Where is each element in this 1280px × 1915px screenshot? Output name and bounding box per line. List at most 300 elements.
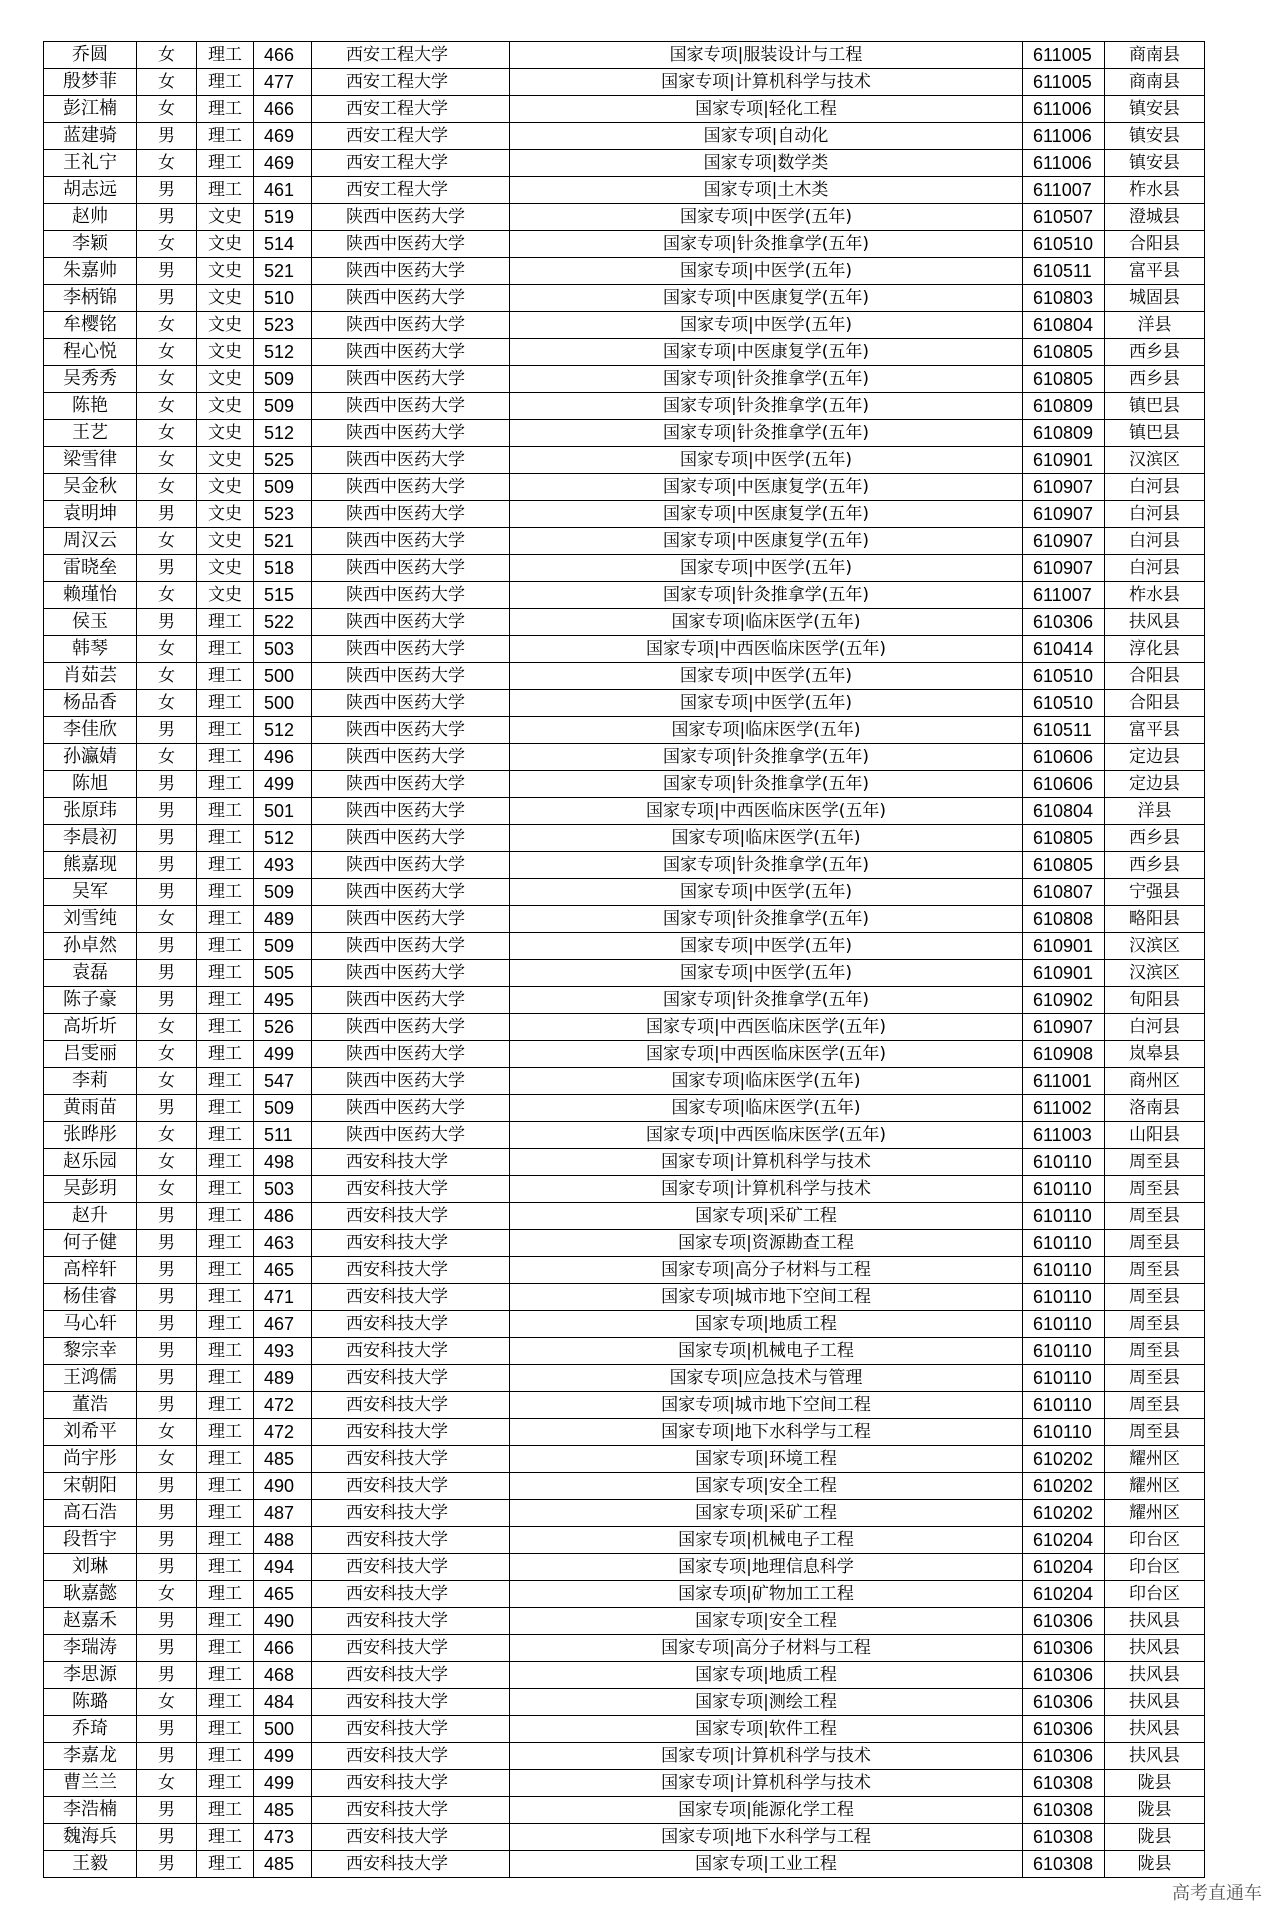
cell-name: 何子健 bbox=[44, 1230, 137, 1257]
table-row bbox=[44, 69, 1205, 96]
cell-county: 白河县 bbox=[1105, 555, 1205, 582]
table-row bbox=[44, 582, 1205, 609]
cell-gender: 女 bbox=[137, 636, 197, 663]
cell-category: 理工 bbox=[197, 1608, 254, 1635]
cell-category: 理工 bbox=[197, 1743, 254, 1770]
cell-score: 487 bbox=[254, 1500, 312, 1527]
cell-school: 西安科技大学 bbox=[312, 1743, 510, 1770]
cell-name: 牟樱铭 bbox=[44, 312, 137, 339]
table-row bbox=[44, 771, 1205, 798]
cell-gender: 女 bbox=[137, 1149, 197, 1176]
cell-code: 610805 bbox=[1023, 825, 1105, 852]
cell-gender: 男 bbox=[137, 1095, 197, 1122]
cell-category: 理工 bbox=[197, 825, 254, 852]
cell-major: 国家专项|轻化工程 bbox=[510, 96, 1023, 123]
cell-score: 472 bbox=[254, 1419, 312, 1446]
cell-gender: 女 bbox=[137, 1446, 197, 1473]
table-row bbox=[44, 1284, 1205, 1311]
cell-score: 509 bbox=[254, 366, 312, 393]
cell-score: 494 bbox=[254, 1554, 312, 1581]
cell-county: 扶风县 bbox=[1105, 609, 1205, 636]
cell-county: 合阳县 bbox=[1105, 231, 1205, 258]
cell-major: 国家专项|中医学(五年) bbox=[510, 960, 1023, 987]
cell-major: 国家专项|地质工程 bbox=[510, 1662, 1023, 1689]
cell-score: 523 bbox=[254, 501, 312, 528]
cell-major: 国家专项|采矿工程 bbox=[510, 1203, 1023, 1230]
cell-name: 朱嘉帅 bbox=[44, 258, 137, 285]
cell-score: 490 bbox=[254, 1473, 312, 1500]
cell-name: 袁磊 bbox=[44, 960, 137, 987]
cell-major: 国家专项|软件工程 bbox=[510, 1716, 1023, 1743]
cell-school: 西安科技大学 bbox=[312, 1311, 510, 1338]
cell-major: 国家专项|中医学(五年) bbox=[510, 663, 1023, 690]
cell-score: 499 bbox=[254, 1041, 312, 1068]
cell-major: 国家专项|中西医临床医学(五年) bbox=[510, 1014, 1023, 1041]
cell-county: 耀州区 bbox=[1105, 1500, 1205, 1527]
cell-gender: 男 bbox=[137, 1203, 197, 1230]
cell-name: 李浩楠 bbox=[44, 1797, 137, 1824]
cell-category: 理工 bbox=[197, 1230, 254, 1257]
cell-county: 周至县 bbox=[1105, 1203, 1205, 1230]
cell-name: 王毅 bbox=[44, 1851, 137, 1878]
cell-gender: 男 bbox=[137, 1338, 197, 1365]
cell-school: 陕西中医药大学 bbox=[312, 825, 510, 852]
cell-code: 610110 bbox=[1023, 1392, 1105, 1419]
cell-score: 490 bbox=[254, 1608, 312, 1635]
cell-score: 465 bbox=[254, 1257, 312, 1284]
cell-name: 陈艳 bbox=[44, 393, 137, 420]
cell-school: 西安工程大学 bbox=[312, 123, 510, 150]
cell-major: 国家专项|测绘工程 bbox=[510, 1689, 1023, 1716]
cell-name: 袁明坤 bbox=[44, 501, 137, 528]
cell-major: 国家专项|针灸推拿学(五年) bbox=[510, 420, 1023, 447]
cell-school: 陕西中医药大学 bbox=[312, 879, 510, 906]
cell-county: 镇安县 bbox=[1105, 123, 1205, 150]
cell-county: 周至县 bbox=[1105, 1230, 1205, 1257]
table-row bbox=[44, 42, 1205, 69]
cell-score: 500 bbox=[254, 1716, 312, 1743]
cell-score: 515 bbox=[254, 582, 312, 609]
table-row bbox=[44, 636, 1205, 663]
cell-category: 理工 bbox=[197, 69, 254, 96]
table-row bbox=[44, 312, 1205, 339]
cell-major: 国家专项|针灸推拿学(五年) bbox=[510, 366, 1023, 393]
cell-score: 512 bbox=[254, 420, 312, 447]
cell-county: 陇县 bbox=[1105, 1824, 1205, 1851]
cell-school: 西安科技大学 bbox=[312, 1365, 510, 1392]
cell-name: 刘雪纯 bbox=[44, 906, 137, 933]
cell-gender: 女 bbox=[137, 744, 197, 771]
cell-name: 高梓轩 bbox=[44, 1257, 137, 1284]
cell-code: 610308 bbox=[1023, 1797, 1105, 1824]
cell-score: 488 bbox=[254, 1527, 312, 1554]
table-row bbox=[44, 1473, 1205, 1500]
cell-score: 473 bbox=[254, 1824, 312, 1851]
table-row bbox=[44, 1824, 1205, 1851]
cell-school: 西安科技大学 bbox=[312, 1608, 510, 1635]
cell-school: 西安科技大学 bbox=[312, 1338, 510, 1365]
cell-gender: 女 bbox=[137, 474, 197, 501]
cell-name: 程心悦 bbox=[44, 339, 137, 366]
cell-name: 吕雯丽 bbox=[44, 1041, 137, 1068]
cell-code: 610306 bbox=[1023, 1716, 1105, 1743]
cell-name: 李颖 bbox=[44, 231, 137, 258]
cell-category: 文史 bbox=[197, 420, 254, 447]
cell-code: 610306 bbox=[1023, 1608, 1105, 1635]
cell-name: 胡志远 bbox=[44, 177, 137, 204]
cell-category: 理工 bbox=[197, 1257, 254, 1284]
table-row bbox=[44, 1014, 1205, 1041]
cell-code: 610110 bbox=[1023, 1284, 1105, 1311]
cell-school: 陕西中医药大学 bbox=[312, 312, 510, 339]
cell-score: 489 bbox=[254, 1365, 312, 1392]
cell-name: 乔圆 bbox=[44, 42, 137, 69]
cell-code: 610110 bbox=[1023, 1203, 1105, 1230]
cell-school: 陕西中医药大学 bbox=[312, 744, 510, 771]
table-row bbox=[44, 204, 1205, 231]
table-row bbox=[44, 258, 1205, 285]
cell-gender: 男 bbox=[137, 1527, 197, 1554]
cell-gender: 女 bbox=[137, 1122, 197, 1149]
cell-score: 467 bbox=[254, 1311, 312, 1338]
table-row bbox=[44, 1743, 1205, 1770]
cell-gender: 男 bbox=[137, 1392, 197, 1419]
cell-name: 李佳欣 bbox=[44, 717, 137, 744]
cell-category: 理工 bbox=[197, 1365, 254, 1392]
table-row bbox=[44, 609, 1205, 636]
cell-gender: 女 bbox=[137, 231, 197, 258]
cell-category: 理工 bbox=[197, 1284, 254, 1311]
cell-gender: 女 bbox=[137, 96, 197, 123]
cell-county: 淳化县 bbox=[1105, 636, 1205, 663]
cell-gender: 男 bbox=[137, 258, 197, 285]
cell-code: 610805 bbox=[1023, 339, 1105, 366]
cell-score: 511 bbox=[254, 1122, 312, 1149]
cell-county: 汉滨区 bbox=[1105, 960, 1205, 987]
cell-category: 理工 bbox=[197, 798, 254, 825]
cell-school: 陕西中医药大学 bbox=[312, 690, 510, 717]
cell-name: 肖茹芸 bbox=[44, 663, 137, 690]
cell-county: 印台区 bbox=[1105, 1581, 1205, 1608]
cell-name: 段哲宇 bbox=[44, 1527, 137, 1554]
cell-gender: 男 bbox=[137, 717, 197, 744]
cell-county: 汉滨区 bbox=[1105, 447, 1205, 474]
cell-name: 耿嘉懿 bbox=[44, 1581, 137, 1608]
cell-county: 白河县 bbox=[1105, 501, 1205, 528]
cell-school: 西安科技大学 bbox=[312, 1392, 510, 1419]
cell-county: 白河县 bbox=[1105, 474, 1205, 501]
cell-name: 吴彭玥 bbox=[44, 1176, 137, 1203]
cell-name: 魏海兵 bbox=[44, 1824, 137, 1851]
cell-school: 陕西中医药大学 bbox=[312, 1122, 510, 1149]
cell-category: 理工 bbox=[197, 96, 254, 123]
cell-code: 610204 bbox=[1023, 1527, 1105, 1554]
cell-school: 陕西中医药大学 bbox=[312, 339, 510, 366]
cell-county: 扶风县 bbox=[1105, 1743, 1205, 1770]
cell-code: 610110 bbox=[1023, 1149, 1105, 1176]
cell-name: 李莉 bbox=[44, 1068, 137, 1095]
cell-category: 文史 bbox=[197, 447, 254, 474]
cell-major: 国家专项|地理信息科学 bbox=[510, 1554, 1023, 1581]
cell-score: 500 bbox=[254, 663, 312, 690]
cell-gender: 男 bbox=[137, 1230, 197, 1257]
cell-score: 505 bbox=[254, 960, 312, 987]
cell-code: 610908 bbox=[1023, 1041, 1105, 1068]
cell-county: 印台区 bbox=[1105, 1554, 1205, 1581]
cell-county: 合阳县 bbox=[1105, 690, 1205, 717]
cell-code: 610306 bbox=[1023, 1689, 1105, 1716]
cell-name: 张晔彤 bbox=[44, 1122, 137, 1149]
cell-major: 国家专项|针灸推拿学(五年) bbox=[510, 582, 1023, 609]
cell-category: 文史 bbox=[197, 231, 254, 258]
cell-name: 董浩 bbox=[44, 1392, 137, 1419]
cell-gender: 男 bbox=[137, 1284, 197, 1311]
cell-major: 国家专项|机械电子工程 bbox=[510, 1527, 1023, 1554]
cell-code: 611006 bbox=[1023, 123, 1105, 150]
cell-county: 汉滨区 bbox=[1105, 933, 1205, 960]
cell-category: 理工 bbox=[197, 1851, 254, 1878]
cell-code: 610308 bbox=[1023, 1824, 1105, 1851]
cell-gender: 女 bbox=[137, 150, 197, 177]
cell-category: 理工 bbox=[197, 1797, 254, 1824]
table-row bbox=[44, 528, 1205, 555]
cell-score: 514 bbox=[254, 231, 312, 258]
cell-county: 岚皋县 bbox=[1105, 1041, 1205, 1068]
table-row bbox=[44, 1230, 1205, 1257]
cell-name: 李瑞涛 bbox=[44, 1635, 137, 1662]
cell-school: 西安科技大学 bbox=[312, 1419, 510, 1446]
cell-major: 国家专项|环境工程 bbox=[510, 1446, 1023, 1473]
cell-school: 西安科技大学 bbox=[312, 1473, 510, 1500]
cell-name: 韩琴 bbox=[44, 636, 137, 663]
cell-school: 陕西中医药大学 bbox=[312, 366, 510, 393]
cell-score: 466 bbox=[254, 96, 312, 123]
table-row bbox=[44, 231, 1205, 258]
cell-score: 495 bbox=[254, 987, 312, 1014]
table-row bbox=[44, 663, 1205, 690]
cell-name: 雷晓垒 bbox=[44, 555, 137, 582]
cell-score: 547 bbox=[254, 1068, 312, 1095]
cell-major: 国家专项|临床医学(五年) bbox=[510, 717, 1023, 744]
cell-name: 马心轩 bbox=[44, 1311, 137, 1338]
cell-category: 理工 bbox=[197, 1581, 254, 1608]
cell-gender: 女 bbox=[137, 1041, 197, 1068]
cell-school: 西安工程大学 bbox=[312, 150, 510, 177]
table-row bbox=[44, 177, 1205, 204]
cell-major: 国家专项|中西医临床医学(五年) bbox=[510, 1122, 1023, 1149]
cell-county: 洋县 bbox=[1105, 798, 1205, 825]
cell-county: 印台区 bbox=[1105, 1527, 1205, 1554]
cell-gender: 男 bbox=[137, 609, 197, 636]
cell-code: 610110 bbox=[1023, 1257, 1105, 1284]
cell-category: 理工 bbox=[197, 42, 254, 69]
cell-code: 610308 bbox=[1023, 1770, 1105, 1797]
cell-gender: 男 bbox=[137, 1473, 197, 1500]
cell-major: 国家专项|能源化学工程 bbox=[510, 1797, 1023, 1824]
cell-score: 466 bbox=[254, 42, 312, 69]
table-row bbox=[44, 96, 1205, 123]
cell-school: 西安科技大学 bbox=[312, 1257, 510, 1284]
cell-gender: 男 bbox=[137, 1365, 197, 1392]
cell-name: 王鸿儒 bbox=[44, 1365, 137, 1392]
cell-county: 旬阳县 bbox=[1105, 987, 1205, 1014]
cell-school: 西安科技大学 bbox=[312, 1635, 510, 1662]
cell-category: 文史 bbox=[197, 474, 254, 501]
cell-category: 文史 bbox=[197, 528, 254, 555]
cell-category: 理工 bbox=[197, 1014, 254, 1041]
cell-name: 陈璐 bbox=[44, 1689, 137, 1716]
cell-major: 国家专项|中西医临床医学(五年) bbox=[510, 636, 1023, 663]
cell-category: 理工 bbox=[197, 1176, 254, 1203]
cell-gender: 男 bbox=[137, 933, 197, 960]
cell-code: 610805 bbox=[1023, 852, 1105, 879]
cell-county: 镇安县 bbox=[1105, 150, 1205, 177]
cell-major: 国家专项|中医学(五年) bbox=[510, 258, 1023, 285]
cell-major: 国家专项|服装设计与工程 bbox=[510, 42, 1023, 69]
cell-score: 523 bbox=[254, 312, 312, 339]
table-row bbox=[44, 447, 1205, 474]
cell-name: 高圻圻 bbox=[44, 1014, 137, 1041]
cell-category: 理工 bbox=[197, 717, 254, 744]
cell-score: 463 bbox=[254, 1230, 312, 1257]
cell-score: 465 bbox=[254, 1581, 312, 1608]
cell-major: 国家专项|中医学(五年) bbox=[510, 690, 1023, 717]
cell-major: 国家专项|地下水科学与工程 bbox=[510, 1824, 1023, 1851]
table-row bbox=[44, 1338, 1205, 1365]
cell-gender: 男 bbox=[137, 123, 197, 150]
cell-county: 耀州区 bbox=[1105, 1446, 1205, 1473]
cell-code: 610110 bbox=[1023, 1419, 1105, 1446]
cell-category: 文史 bbox=[197, 582, 254, 609]
cell-gender: 男 bbox=[137, 1824, 197, 1851]
cell-score: 477 bbox=[254, 69, 312, 96]
cell-school: 西安科技大学 bbox=[312, 1554, 510, 1581]
cell-score: 461 bbox=[254, 177, 312, 204]
cell-category: 理工 bbox=[197, 1527, 254, 1554]
cell-score: 519 bbox=[254, 204, 312, 231]
cell-code: 610804 bbox=[1023, 798, 1105, 825]
table-row bbox=[44, 960, 1205, 987]
cell-category: 理工 bbox=[197, 1122, 254, 1149]
table-row bbox=[44, 123, 1205, 150]
table-row bbox=[44, 1203, 1205, 1230]
cell-major: 国家专项|地下水科学与工程 bbox=[510, 1419, 1023, 1446]
cell-major: 国家专项|工业工程 bbox=[510, 1851, 1023, 1878]
cell-gender: 男 bbox=[137, 879, 197, 906]
cell-code: 610907 bbox=[1023, 474, 1105, 501]
cell-score: 501 bbox=[254, 798, 312, 825]
cell-gender: 女 bbox=[137, 339, 197, 366]
cell-school: 陕西中医药大学 bbox=[312, 285, 510, 312]
cell-code: 610306 bbox=[1023, 1662, 1105, 1689]
cell-major: 国家专项|高分子材料与工程 bbox=[510, 1635, 1023, 1662]
cell-category: 理工 bbox=[197, 1473, 254, 1500]
cell-code: 610202 bbox=[1023, 1500, 1105, 1527]
table-row bbox=[44, 1311, 1205, 1338]
cell-score: 486 bbox=[254, 1203, 312, 1230]
cell-county: 周至县 bbox=[1105, 1257, 1205, 1284]
cell-score: 510 bbox=[254, 285, 312, 312]
cell-name: 李晨初 bbox=[44, 825, 137, 852]
cell-gender: 女 bbox=[137, 312, 197, 339]
cell-code: 611005 bbox=[1023, 69, 1105, 96]
cell-major: 国家专项|中西医临床医学(五年) bbox=[510, 798, 1023, 825]
cell-code: 610306 bbox=[1023, 609, 1105, 636]
cell-gender: 男 bbox=[137, 501, 197, 528]
cell-major: 国家专项|中医学(五年) bbox=[510, 879, 1023, 906]
cell-school: 陕西中医药大学 bbox=[312, 987, 510, 1014]
cell-school: 陕西中医药大学 bbox=[312, 393, 510, 420]
table-row bbox=[44, 987, 1205, 1014]
cell-category: 文史 bbox=[197, 366, 254, 393]
cell-name: 赵升 bbox=[44, 1203, 137, 1230]
cell-name: 张原玮 bbox=[44, 798, 137, 825]
cell-county: 周至县 bbox=[1105, 1365, 1205, 1392]
cell-name: 李柄锦 bbox=[44, 285, 137, 312]
cell-school: 西安科技大学 bbox=[312, 1770, 510, 1797]
cell-category: 理工 bbox=[197, 150, 254, 177]
cell-category: 文史 bbox=[197, 555, 254, 582]
table-row bbox=[44, 879, 1205, 906]
cell-gender: 男 bbox=[137, 852, 197, 879]
cell-name: 赵嘉禾 bbox=[44, 1608, 137, 1635]
cell-county: 周至县 bbox=[1105, 1419, 1205, 1446]
cell-school: 西安科技大学 bbox=[312, 1527, 510, 1554]
table-row bbox=[44, 285, 1205, 312]
cell-code: 610808 bbox=[1023, 906, 1105, 933]
cell-gender: 女 bbox=[137, 42, 197, 69]
cell-gender: 女 bbox=[137, 1068, 197, 1095]
cell-county: 柞水县 bbox=[1105, 582, 1205, 609]
cell-name: 赖瑾怡 bbox=[44, 582, 137, 609]
cell-gender: 女 bbox=[137, 528, 197, 555]
cell-major: 国家专项|高分子材料与工程 bbox=[510, 1257, 1023, 1284]
cell-major: 国家专项|临床医学(五年) bbox=[510, 1095, 1023, 1122]
cell-county: 陇县 bbox=[1105, 1770, 1205, 1797]
cell-category: 理工 bbox=[197, 177, 254, 204]
cell-county: 扶风县 bbox=[1105, 1635, 1205, 1662]
cell-name: 黄雨苗 bbox=[44, 1095, 137, 1122]
cell-category: 理工 bbox=[197, 1095, 254, 1122]
table-row bbox=[44, 1500, 1205, 1527]
cell-school: 陕西中医药大学 bbox=[312, 528, 510, 555]
cell-gender: 男 bbox=[137, 1797, 197, 1824]
cell-major: 国家专项|针灸推拿学(五年) bbox=[510, 744, 1023, 771]
cell-category: 理工 bbox=[197, 1635, 254, 1662]
cell-code: 610110 bbox=[1023, 1176, 1105, 1203]
cell-school: 陕西中医药大学 bbox=[312, 420, 510, 447]
cell-school: 陕西中医药大学 bbox=[312, 933, 510, 960]
cell-code: 611003 bbox=[1023, 1122, 1105, 1149]
cell-school: 西安科技大学 bbox=[312, 1797, 510, 1824]
cell-school: 陕西中医药大学 bbox=[312, 582, 510, 609]
table-row bbox=[44, 1095, 1205, 1122]
cell-major: 国家专项|临床医学(五年) bbox=[510, 825, 1023, 852]
cell-code: 610202 bbox=[1023, 1473, 1105, 1500]
cell-code: 610902 bbox=[1023, 987, 1105, 1014]
cell-score: 521 bbox=[254, 528, 312, 555]
cell-gender: 女 bbox=[137, 1581, 197, 1608]
table-row bbox=[44, 1068, 1205, 1095]
cell-major: 国家专项|中医学(五年) bbox=[510, 447, 1023, 474]
table-row bbox=[44, 1257, 1205, 1284]
cell-gender: 女 bbox=[137, 690, 197, 717]
table-row bbox=[44, 1851, 1205, 1878]
cell-name: 刘琳 bbox=[44, 1554, 137, 1581]
cell-code: 610110 bbox=[1023, 1230, 1105, 1257]
cell-name: 王礼宁 bbox=[44, 150, 137, 177]
cell-name: 陈子豪 bbox=[44, 987, 137, 1014]
